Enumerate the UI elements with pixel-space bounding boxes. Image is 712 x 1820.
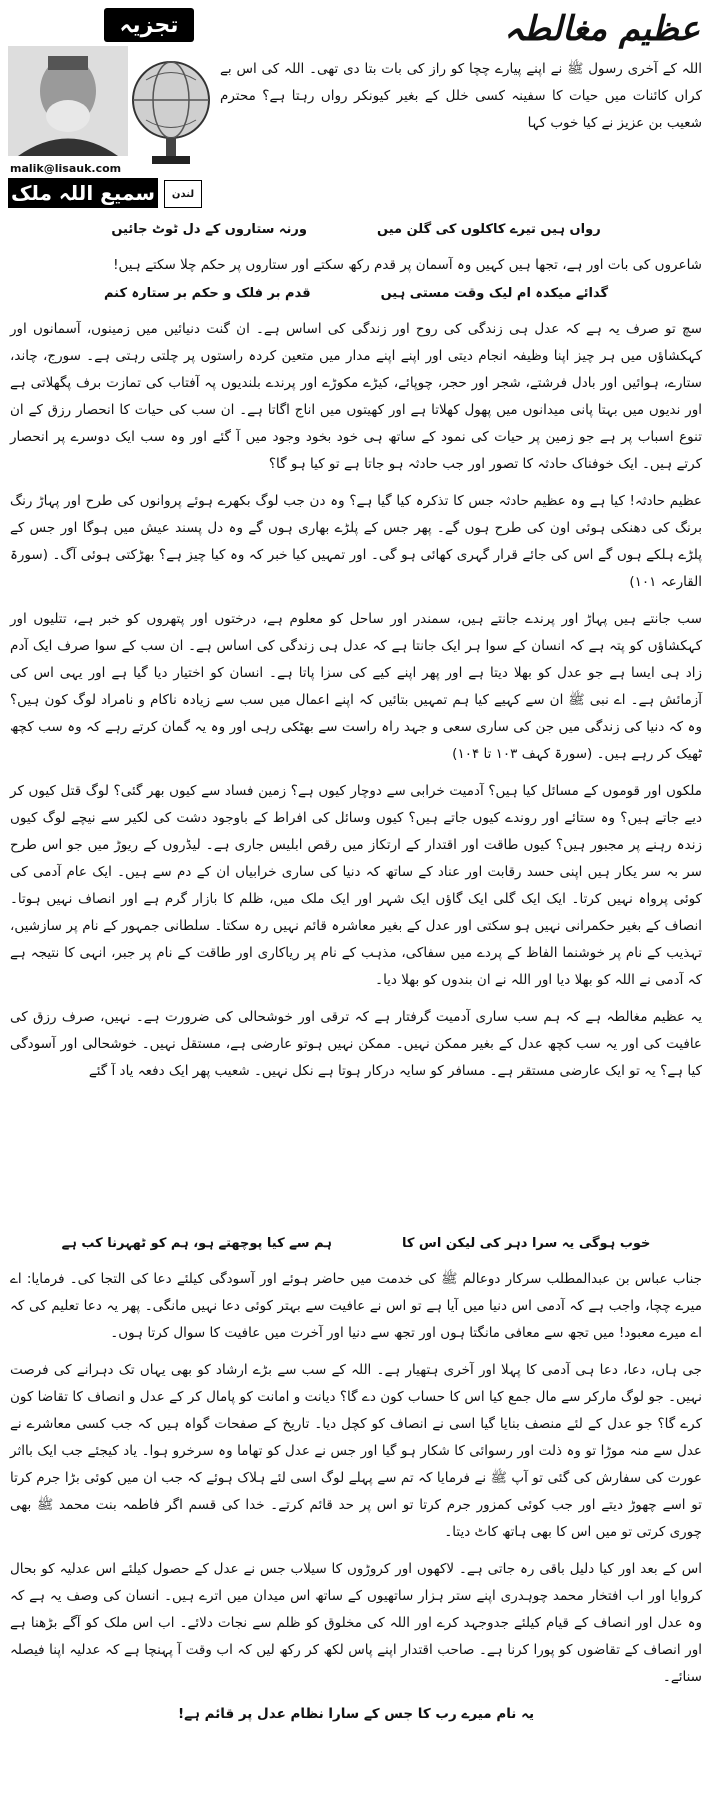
author-email[interactable]: malik@lisauk.com bbox=[10, 162, 122, 175]
paragraph: یہ عظیم مغالطہ ہے کہ ہم سب ساری آدمیت گرفتار ہے کہ ترقی اور خوشحالی کی ضرورت ہے۔ نہیں، صرف رزق کی عافیت کی اور یہ سب کچھ عدل کے بغیر ممکن نہیں۔ ممکن نہیں ہوتو عارضی ہے، مستقل نہیں۔ خوشحالی اور آسودگی کیا ہے؟ یہ تو ایک عارضی مستقر ہے۔ مسافر کو سایہ درکار ہوتا ہے نکل نہیں۔ شعیب پھر ایک دفعہ یاد آ گئے bbox=[10, 1009, 702, 1079]
couplet-3-right: خوب ہوگی یہ سرا دہر کی لیکن اس کا bbox=[401, 1236, 651, 1251]
article-body-2 bbox=[10, 1266, 702, 1738]
section-badge: تجزیہ bbox=[104, 8, 194, 42]
column-masthead bbox=[8, 8, 208, 213]
intro-paragraph: اللہ کے آخری رسول ﷺ نے اپنے پیارے چچا کو راز کی بات بتا دی تھی۔ اللہ کی اس بے کراں کائنات میں حیات کا سفینہ کسی خلل کے بغیر کیونکر رواں رہتا ہے؟ محترم شعیب بن عزیز نے کیا خوب کہا bbox=[220, 61, 702, 131]
column-title: عظیم مغالطہ bbox=[503, 9, 700, 49]
couplet-2 bbox=[10, 286, 702, 301]
couplet-1 bbox=[10, 222, 702, 237]
paragraph: جی ہاں، دعا، دعا ہی آدمی کا پہلا اور آخری ہتھیار ہے۔ اللہ کے سب سے بڑے ارشاد کو بھی یہاں تک دہرانے کی فرصت نہیں۔ جو لوگ مارکر سے مال جمع کیا اس کا حساب کون دے گا؟ دیانت و امانت کو پامال کر کے عدل و انصاف کا تقاضا کون کرے گا؟ جو عدل کے لئے منصف بنایا گیا اسی نے انصاف کو کچل دیا۔ تاریخ کے صفحات گواہ ہیں کہ جب کسی معاشرے نے عدل سے منہ موڑا تو وہ ذلت اور رسوائی کا شکار ہو گیا اور جس نے عدل کو تھاما وہ سرخرو ہوا۔ یاد کیجئے جب ایک بااثر عورت کی سفارش کی گئی تو آپ ﷺ نے فرمایا کہ تم سے پہلے لوگ اسی لئے ہلاک ہوئے کہ جب ان میں کوئی بڑا جرم کرتا تو اسے چھوڑ دیتے اور جب کوئی کمزور جرم کرتا تو اس پر حد قائم کرتے۔ خدا کی قسم اگر فاطمہ بنت محمد ﷺ بھی چوری کرتی تو میں اس کا بھی ہاتھ کاٹ دیتا۔ bbox=[10, 1362, 702, 1540]
couplet-2-left: قدم بر فلک و حکم بر ستارہ کنم bbox=[103, 286, 311, 301]
couplet-1-left: ورنہ ستاروں کے دل ٹوٹ جائیں bbox=[111, 222, 307, 237]
paragraph: شاعروں کی بات اور ہے، تجھا ہیں کہیں وہ آسمان پر قدم رکھ سکتے اور ستاروں پر حکم چلا سکتے ہیں! bbox=[113, 257, 702, 273]
paragraph: اس کے بعد اور کیا دلیل باقی رہ جاتی ہے۔ لاکھوں اور کروڑوں کا سیلاب جس نے عدل کے حصول کیلئے اس عدلیہ کو بحال کروایا اور اب افتخار محمد چوہدری اپنے ستر ہزار ساتھیوں کے ساتھ اس میدان میں اترے ہیں۔ انسان کی وصف یہ ہے کہ وہ عدل اور انصاف کے قیام کیلئے جدوجہد کرے اور اللہ کی مخلوق کو ظلم سے نجات دلائے۔ اب اس ملک کو آگے بڑھنا ہے اور انصاف کے تقاضوں کو پورا کرنا ہے۔ صاحب اقتدار اپنے پاس لکھ کر رکھ لیں کہ اب وقت آ پہنچا ہے کہ عدلیہ اپنا فیصلہ سنائے۔ bbox=[10, 1561, 702, 1685]
author-portrait bbox=[8, 46, 128, 156]
city-logo: لندن bbox=[164, 180, 202, 208]
paragraph: ملکوں اور قوموں کے مسائل کیا ہیں؟ آدمیت خرابی سے دوچار کیوں ہے؟ زمین فساد سے کیوں بھر گئی؟ لوگ قتل کیوں کر دیے جاتے ہیں؟ وہ ستائے اور روندے کیوں جاتے ہیں؟ کیوں وسائل کی افراط کے باوجود دشت کی لکیر سے نیچے لوگ کیوں زندہ رہنے پر مجبور ہیں؟ کیوں طاقت اور اقتدار کے ارتکاز میں رقص ابلیس جاری ہے۔ لیڈروں کے ریوڑ میں جو اس طرح سر بہ سر یکار ہیں اپنی حسد رقابت اور عناد کے ساتھ کہ دنیا کی ساری خرابیاں ان کے دم سے ہیں۔ ایک عام آدمی کی کوئی پرواہ نہیں کرتا۔ ایک ایک گلی ایک گاؤں ایک شہر اور ایک ملک میں، ظلم کا بازار گرم ہے اور انصاف نہیں ہوتا۔ انصاف کے بغیر حکمرانی نہیں ہو سکتی اور عدل کے بغیر معاشرہ قائم نہیں رہ سکتا۔ سلطانی جمہور کے نام پر سازشیں، تہذیب کے نام پر خوشنما الفاظ کے پردے میں سفاکی، مذہب کے نام پر ریاکاری اور طاقت کے نام پر جبر، انہی کا نتیجہ ہے کہ آدمی نے اللہ کو بھلا دیا اور اللہ نے ان بندوں کو بھلا دیا۔ bbox=[10, 783, 702, 988]
couplet-3-left: ہم سے کیا پوچھتے ہو، ہم کو ٹھہرنا کب ہے bbox=[61, 1236, 332, 1251]
paragraph: عظیم حادثہ! کیا ہے وہ عظیم حادثہ جس کا تذکرہ کیا گیا ہے؟ وہ دن جب لوگ بکھرے ہوئے پروانوں کی طرح اور پہاڑ رنگ برنگ کی دھنکی ہوئی اون کی طرح ہوں گے۔ پھر جس کے پلڑے بھاری ہوں گے وہ دل پسند عیش میں ہوگا اور جس کے پلڑے ہلکے ہوں گے اس کی جائے قرار گہری کھائی ہو گی۔ اور تمہیں کیا خبر کہ وہ کیا چیز ہے؟ بھڑکتی ہوئی آگ۔ (سورۃ القارعہ ۱۰۱) bbox=[10, 493, 702, 590]
author-name: سمیع اللہ ملک bbox=[8, 178, 158, 208]
couplet-1-right: رواں ہیں تیرے کاکلوں کی گلن میں bbox=[377, 222, 601, 237]
paragraph-poets bbox=[10, 252, 702, 289]
paragraph: سب جانتے ہیں پہاڑ اور پرندے جانتے ہیں، سمندر اور ساحل کو معلوم ہے، درختوں اور پتھروں کو خبر ہے، تتلیوں اور کہکشاؤں کو پتہ ہے کہ انسان کے سوا ہر ایک جانتا ہے کہ عدل ہی زندگی کی اساس ہے۔ ان سب کے سوا صرف ایک آدم زاد ہی ایسا ہے جو عدل کو بھلا دیتا ہے اور پھر اپنے کیے کی سزا پاتا ہے۔ انسان کو اختیار دیا گیا ہے اور یہی اس کی آزمائش ہے۔ اے نبی ﷺ ان سے کہیے کیا ہم تمہیں بتائیں کہ اپنے اعمال میں سب سے زیادہ ناکام و نامراد لوگ کون ہیں؟ وہ کہ دنیا کی زندگی میں جن کی ساری سعی و جہد راہ راست سے بھٹکی رہی اور وہ یہ گمان کرتے رہے کہ وہ سب کچھ ٹھیک کر رہے ہیں۔ (سورۃ کہف ۱۰۳ تا ۱۰۴) bbox=[10, 611, 702, 762]
closing-line: یہ نام میرے رب کا جس کے سارا نظام عدل پر قائم ہے! bbox=[177, 1706, 535, 1722]
couplet-2-right: گدائے میکدہ ام لیک وقت مستی ہیں bbox=[380, 286, 609, 301]
paragraph: جناب عباس بن عبدالمطلب سرکار دوعالم ﷺ کی خدمت میں حاضر ہوئے اور آسودگی کیلئے دعا کی التجا کی۔ فرمایا: اے میرے چچا، واجب ہے کہ آدمی اس دنیا میں آیا ہے تو اس نے عافیت سے بہتر کوئی دعا نہیں مانگی۔ پھر یہ دعا تعلیم کی کہ اے میرے معبود! میں تجھ سے معافی مانگتا ہوں اور تجھ سے دنیا اور آخرت میں عافیت کا سوال کرتا ہوں۔ bbox=[10, 1271, 702, 1341]
couplet-3 bbox=[10, 1236, 702, 1251]
article-body-1 bbox=[10, 316, 702, 1095]
paragraph: سچ تو صرف یہ ہے کہ عدل ہی زندگی کی روح اور زندگی کی اساس ہے۔ ان گنت دنیائیں میں زمینوں، آسمانوں اور کہکشاؤں میں ہر چیز اپنا وظیفہ انجام دیتی اور اپنے اپنے مدار میں متعین کردہ راستوں پر چلتی رہتی ہے۔ سورج، چاند، ستارے، ہوائیں اور بادل فرشتے، شجر اور حجر، چوپائے، کیڑے مکوڑے اور پرندے بلندیوں پہ آفتاب کی تمازت برف پگھلاتی ہے اور ندیوں میں بہتا پانی میدانوں میں پھول کھلاتا ہے اور کھیتوں میں اناج اگاتا ہے۔ ان سب کی حیات کا انحصار رزق کے ان تنوع اسباب پر ہے جو زمین پر حیات کی نمود کے ساتھ ہی خود بخود وجود میں آ گئے اور وہ سب ایک دوسرے پر انحصار کرتے ہیں۔ ایک خوفناک حادثہ کا تصور اور جب حادثہ ہو جاتا ہے تو کیا ہو گا؟ bbox=[10, 321, 702, 472]
globe-icon bbox=[126, 50, 216, 170]
